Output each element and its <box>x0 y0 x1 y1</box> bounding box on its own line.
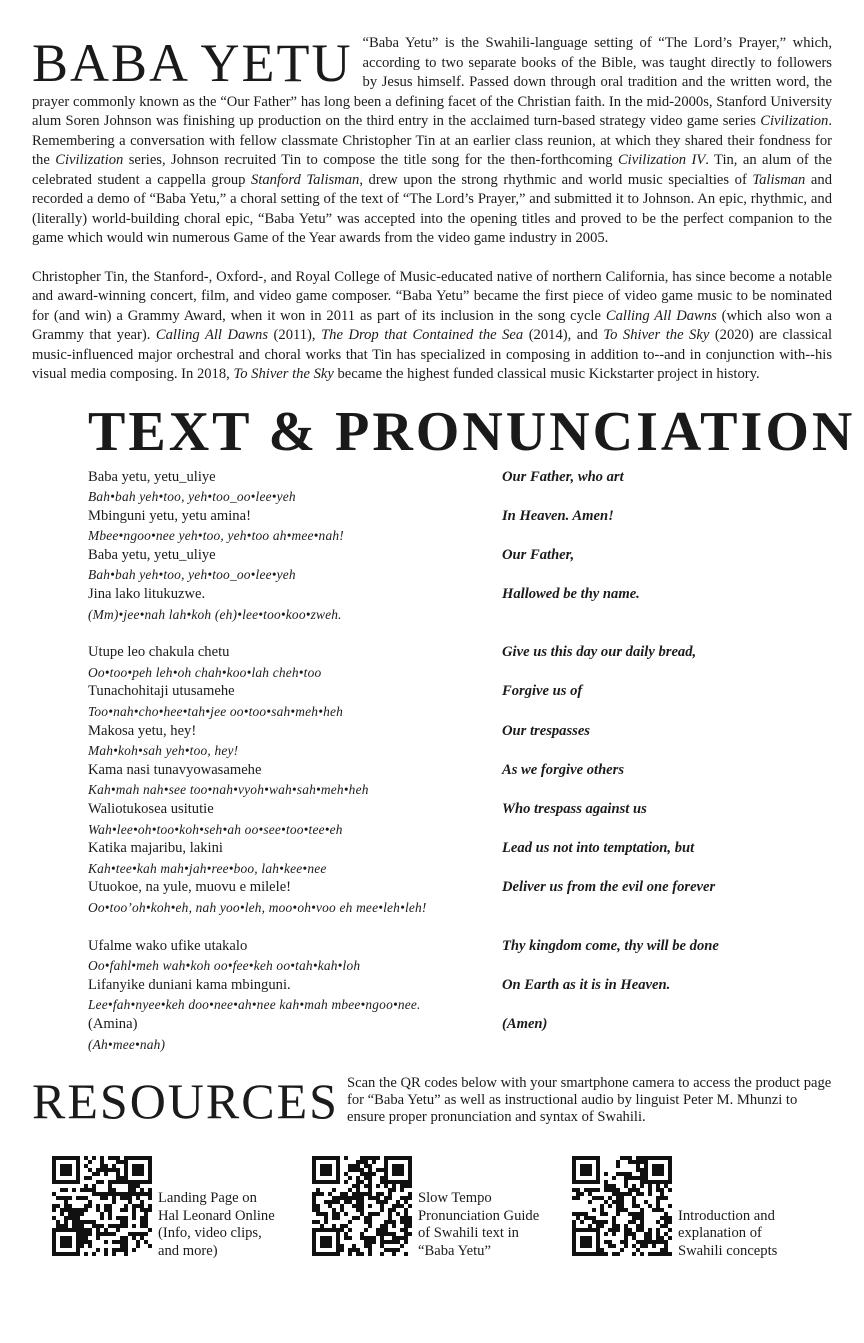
swahili-text: Waliotukosea usitutie <box>88 801 214 817</box>
lyric-line <box>88 800 832 839</box>
lyric-line <box>88 839 832 878</box>
qr-code <box>312 1156 416 1260</box>
qr-caption-line: Slow Tempo <box>418 1190 492 1207</box>
lyrics-stanza <box>88 937 832 1055</box>
pronunciation-text: Oo•too•peh leh•oh chah•koo•lah cheh•too <box>88 664 322 680</box>
resources-section <box>32 1073 832 1260</box>
qr-caption-line: of Swahili text in <box>418 1225 519 1242</box>
pronunciation-text: Mah•koh•sah yeh•too, hey! <box>88 743 239 759</box>
italic-title-text: The Drop that Contained the Sea <box>321 327 524 343</box>
swahili-text: Makosa yetu, hey! <box>88 722 197 739</box>
qr-code <box>572 1156 676 1260</box>
pronunciation-text: Oo•fahl•meh wah•koh oo•fee•keh oo•tah•kah•loh <box>88 958 361 974</box>
paragraph-text: (2011), <box>268 327 322 343</box>
english-translation: Our trespasses <box>502 722 590 739</box>
lyric-line <box>88 468 832 507</box>
english-translation: Who trespass against us <box>502 801 647 817</box>
english-translation: Our Father, <box>502 546 575 563</box>
qr-caption-line: Swahili concepts <box>678 1242 778 1259</box>
pronunciation-text: Too•nah•cho•hee•tah•jee oo•too•sah•meh•heh <box>88 704 344 720</box>
swahili-text: (Amina) <box>88 1015 138 1032</box>
paragraph-text: and recorded a demo of “Baba Yetu,” a choral setting of the text of “The Lord’s Prayer,” and submitted it to Johnson. An epic, rhythmic, and (literally) world-building choral epic, “Baba Yetu” was accepted into the opening titles and proved to be the perfect companion to the game which would win numerous Game of the Year awards from the video game industry in 2005. <box>32 171 832 246</box>
swahili-text: Tunachohitaji utusamehe <box>88 683 235 700</box>
swahili-text: Baba yetu, yetu_uliye <box>88 546 216 563</box>
swahili-text: Mbinguni yetu, yetu amina! <box>88 507 251 524</box>
intro-title: BABA YETU <box>32 33 353 93</box>
qr-caption <box>678 1208 777 1261</box>
lyric-line <box>88 976 832 1015</box>
swahili-text: Baba yetu, yetu_uliye <box>88 468 216 485</box>
lyric-line <box>88 1015 832 1054</box>
italic-title-text: Civilization IV <box>617 152 706 168</box>
paragraph-text: . Tin, an alum of the celebrated student a cappella group <box>32 152 832 188</box>
english-translation: In Heaven. Amen! <box>502 507 614 524</box>
italic-title-text: Civilization <box>760 113 829 129</box>
english-translation: Forgive us of <box>502 683 583 700</box>
swahili-text: Ufalme wako ufike utakalo <box>88 937 248 954</box>
qr-code-icon <box>312 1156 412 1256</box>
pronunciation-text: Mbee•ngoo•nee yeh•too, yeh•too ah•mee•nah! <box>88 528 344 544</box>
swahili-text: Katika majaribu, lakini <box>88 840 223 857</box>
pronunciation-text: (Mm)•jee•nah lah•koh (eh)•lee•too•koo•zweh. <box>88 606 342 622</box>
qr-code <box>52 1156 156 1260</box>
pronunciation-text: Kah•tee•kah mah•jah•ree•boo, lah•kee•nee <box>88 860 327 876</box>
lyrics-section <box>88 468 832 1055</box>
qr-resource-item[interactable] <box>52 1156 312 1260</box>
qr-caption-line: Pronunciation Guide <box>418 1207 540 1224</box>
resources-text: Scan the QR codes below with your smartphone camera to access the product page for “Baba Yetu” as well as instructional audio by linguist Peter M. Mhunzi to ensure proper pronunciation and syntax of Swahili. <box>346 1075 832 1126</box>
swahili-text: Lifanyike duniani kama mbinguni. <box>88 976 291 993</box>
english-translation: Hallowed be thy name. <box>502 586 640 603</box>
qr-caption-line: (Info, video clips, <box>158 1225 262 1242</box>
page <box>32 33 856 1260</box>
english-translation: As we forgive others <box>502 761 625 778</box>
paragraph-text: “Baba Yetu” is the Swahili-language setting of “The Lord’s Prayer,” which, according to two separate books of the Bible, was taught directly to followers by Jesus himself. Passed down through oral tradition and the written word, the prayer commonly known as the “Our Father” has long been a defining facet of the Christian faith. In the mid-2000s, Stanford University alum Soren Johnson was finishing up production on the third entry in the acclaimed turn-based strategy video game series <box>32 35 832 129</box>
lyric-line <box>88 761 832 800</box>
intro-paragraph-2 <box>32 268 832 385</box>
lyric-line <box>88 722 832 761</box>
italic-title-text: Civilization <box>55 152 124 168</box>
italic-title-text: Calling All Dawns <box>605 307 717 324</box>
pronunciation-text: Oo•too’oh•koh•eh, nah yoo•leh, moo•oh•voo eh mee•leh•leh! <box>88 899 427 915</box>
italic-title-text: Talisman <box>752 171 806 188</box>
italic-title-text: To Shiver the Sky <box>603 327 710 343</box>
pronunciation-text: Lee•fah•nyee•keh doo•nee•ah•nee kah•mah mbee•ngoo•nee. <box>88 997 421 1013</box>
qr-caption-line: Landing Page on <box>158 1190 257 1207</box>
qr-caption-line: “Baba Yetu” <box>418 1242 491 1259</box>
pronunciation-text: Bah•bah yeh•too, yeh•too_oo•lee•yeh <box>88 489 296 505</box>
swahili-text: Utuokoe, na yule, muovu e milele! <box>88 879 292 896</box>
qr-caption <box>158 1190 275 1260</box>
lyrics-stanza <box>88 643 832 917</box>
lyrics-stanza <box>88 468 832 625</box>
english-translation: Lead us not into temptation, but <box>502 840 695 857</box>
swahili-text: Kama nasi tunavyowasamehe <box>88 761 262 778</box>
pronunciation-text: (Ah•mee•nah) <box>88 1036 166 1052</box>
qr-code-icon <box>52 1156 152 1256</box>
paragraph-text: Christopher Tin, the Stanford-, Oxford-, and Royal College of Music-educated native of northern California, has since become a notable and award-winning concert, film, and video game composer. “Baba Yetu” became the first piece of video game music to be nominated for (and win) a Grammy Award, when it won in 2011 as part of its inclusion in the song cycle <box>32 268 832 324</box>
qr-code-icon <box>572 1156 672 1256</box>
qr-caption <box>418 1190 539 1260</box>
pronunciation-text: Wah•lee•oh•too•koh•seh•ah oo•see•too•tee•eh <box>88 821 343 837</box>
english-translation: On Earth as it is in Heaven. <box>502 976 671 993</box>
english-translation: Deliver us from the evil one forever <box>502 879 716 896</box>
lyric-line <box>88 878 832 917</box>
paragraph-text: . Remembering a conversation with fellow classmate Christopher Tin at an earlier class reunion, at which they shared their fondness for the <box>32 113 832 168</box>
swahili-text: Utupe leo chakula chetu <box>88 644 230 661</box>
paragraph-text: (which also won a Grammy that year). <box>32 307 832 343</box>
italic-title-text: Stanford Talisman <box>251 171 360 188</box>
pronunciation-text: Kah•mah nah•see too•nah•vyoh•wah•sah•meh•heh <box>88 782 369 798</box>
lyric-line <box>88 507 832 546</box>
qr-caption-line: and more) <box>158 1242 218 1259</box>
english-translation: Give us this day our daily bread, <box>502 644 697 661</box>
pronunciation-title: TEXT & PRONUNCIATION <box>88 400 856 463</box>
paragraph-text: series, Johnson recruited Tin to compose the title song for the then-forthcoming <box>123 152 618 168</box>
qr-resource-item[interactable] <box>312 1156 572 1260</box>
paragraph-text: (2020) are classical music-influenced major orchestral and choral works that Tin has specialized in composing in addition to--and in conjunction with--his visual media composing. In 2018, <box>32 327 832 382</box>
qr-caption-line: explanation of <box>678 1225 762 1242</box>
paragraph-text: , drew upon the strong rhythmic and world music specialties of <box>359 171 753 188</box>
qr-resource-item[interactable] <box>572 1156 832 1260</box>
english-translation: (Amen) <box>502 1015 548 1032</box>
lyric-line <box>88 585 832 624</box>
lyric-line <box>88 546 832 585</box>
italic-title-text: To Shiver the Sky <box>233 366 334 382</box>
qr-caption-line: Introduction and <box>678 1207 775 1224</box>
italic-title-text: Calling All Dawns <box>155 327 269 343</box>
qr-caption-line: Hal Leonard Online <box>158 1207 275 1224</box>
pronunciation-text: Bah•bah yeh•too, yeh•too_oo•lee•yeh <box>88 567 296 583</box>
lyric-line <box>88 643 832 682</box>
lyric-line <box>88 682 832 721</box>
intro-section <box>32 34 832 385</box>
english-translation: Thy kingdom come, thy will be done <box>502 937 719 954</box>
swahili-text: Jina lako litukuzwe. <box>88 586 206 603</box>
lyric-line <box>88 937 832 976</box>
paragraph-text: (2014), and <box>523 327 604 343</box>
qr-codes-row <box>52 1156 832 1260</box>
english-translation: Our Father, who art <box>502 468 624 485</box>
resources-title: RESOURCES <box>32 1073 339 1130</box>
paragraph-text: became the highest funded classical music Kickstarter project in history. <box>333 366 760 382</box>
